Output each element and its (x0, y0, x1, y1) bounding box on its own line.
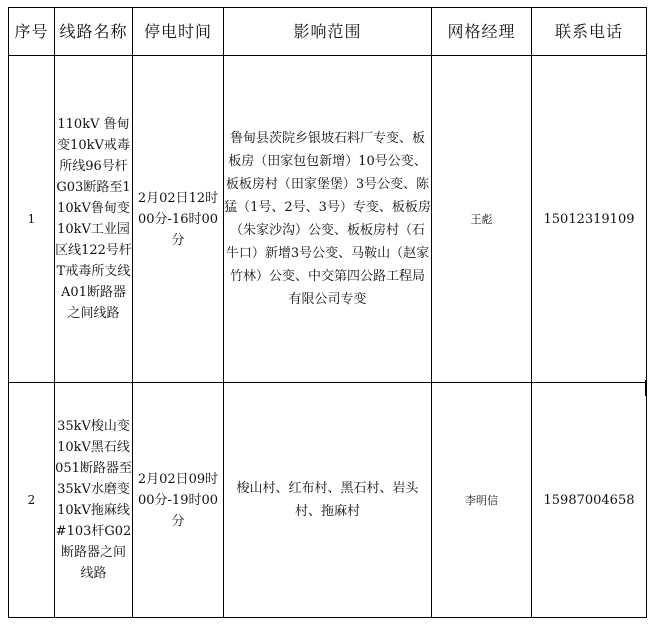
header-grid-manager: 网格经理 (432, 8, 532, 56)
row-affected-scope: 梭山村、红布村、黑石村、岩头村、拖麻村 (224, 383, 432, 618)
outage-table (8, 7, 647, 618)
header-line-name: 线路名称 (55, 8, 133, 56)
row-grid-manager: 李明信 (432, 383, 532, 618)
row-contact-phone: 15012319109 (532, 56, 647, 383)
table-row (9, 383, 647, 618)
header-seq: 序号 (9, 8, 55, 56)
header-affected-scope: 影响范围 (224, 8, 432, 56)
header-contact-phone: 联系电话 (532, 8, 647, 56)
row-outage-time: 2月02日09时00分-19时00分 (133, 383, 224, 618)
row-line-name: 110kV 鲁甸变10kV戒毒所线96号杆G03断路至110kV鲁甸变10kV工业园区线122号杆T戒毒所支线A01断路器之间线路 (55, 56, 133, 383)
row-affected-scope: 鲁甸县茨院乡银坡石料厂专变、板板房（田家包包新增）10号公变、板板房村（田家堡堡）3号公变、陈猛（1号、2号、3号）专变、板板房（朱家沙沟）公变、板板房村（石牛口）新增3号公变、马鞍山（赵家竹林）公变、中交第四公路工程局有限公司专变 (224, 56, 432, 383)
row-outage-time: 2月02日12时00分-16时00分 (133, 56, 224, 383)
edge-mark (645, 380, 647, 396)
header-outage-time: 停电时间 (133, 8, 224, 56)
row-grid-manager: 王彪 (432, 56, 532, 383)
header-row (9, 8, 647, 56)
table-row (9, 56, 647, 383)
row-contact-phone: 15987004658 (532, 383, 647, 618)
row-line-name: 35kV梭山变10kV黑石线051断路器至35kV水磨变10kV拖麻线#103杆G02断路器之间线路 (55, 383, 133, 618)
row-seq: 2 (9, 383, 55, 618)
row-seq: 1 (9, 56, 55, 383)
